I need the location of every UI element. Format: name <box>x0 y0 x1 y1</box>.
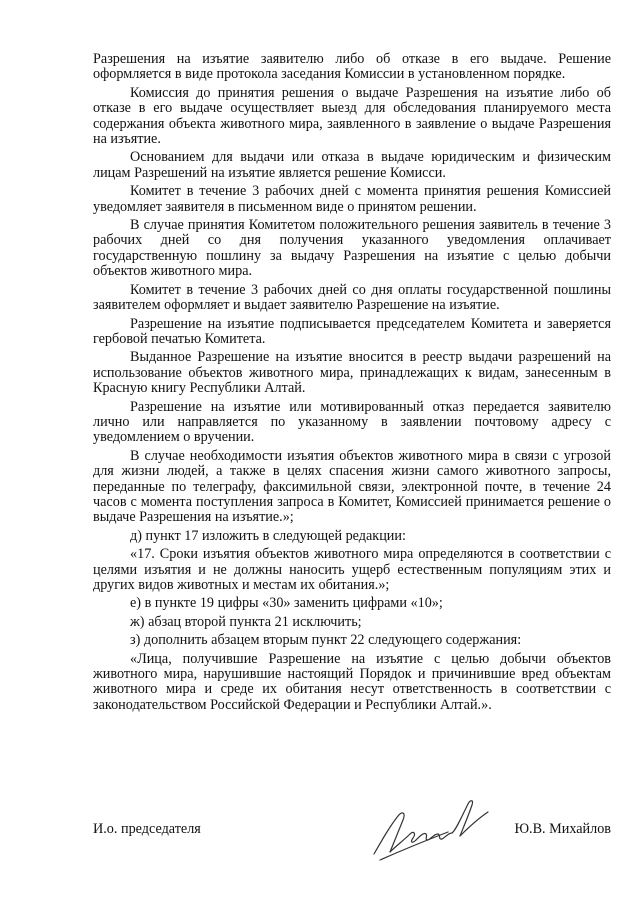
paragraph-4: Комитет в течение 3 рабочих дней с момента принятия решения Комиссией уведомляет заявителя в письменном виде о принятом решении. <box>93 183 611 215</box>
document-body <box>93 52 611 716</box>
signatory-title: И.о. председателя <box>93 821 201 837</box>
signatory-name: Ю.В. Михайлов <box>514 821 611 837</box>
handwritten-signature <box>368 790 498 870</box>
paragraph-15: з) дополнить абзацем вторым пункт 22 следующего содержания: <box>130 632 522 649</box>
paragraph-2: Комиссия до принятия решения о выдаче Разрешения на изъятие либо об отказе в его выдаче осуществляет выезд для обследования планируемого места содержания объекта животного мира, заявленного в заявление о выдаче Разрешения на изъятие. <box>93 84 611 148</box>
paragraph-14: ж) абзац второй пункта 21 исключить; <box>130 613 362 630</box>
paragraph-11: д) пункт 17 изложить в следующей редакции: <box>130 527 406 544</box>
paragraph-3: Основанием для выдачи или отказа в выдаче юридическим и физическим лицам Разрешений на изъятие является решение Комисси. <box>93 149 611 181</box>
paragraph-16: «Лица, получившие Разрешение на изъятие с целью добычи объектов животного мира, нарушившие настоящий Порядок и причинившие вред объектам животного мира и среде их обитания несут ответственность в соответствии с законодательством Российской Федерации и Республики Алтай.». <box>93 650 611 713</box>
paragraph-5: В случае принятия Комитетом положительного решения заявитель в течение 3 рабочих дней со дня получения указанного уведомления оплачивает государственную пошлину за выдачу Разрешения на изъятие с целью добычи объектов животного мира. <box>93 217 611 280</box>
paragraph-7: Разрешение на изъятие подписывается председателем Комитета и заверяется гербовой печатью Комитета. <box>93 315 611 347</box>
paragraph-1: Разрешения на изъятие заявителю либо об отказе в его выдаче. Решение оформляется в виде протокола заседания Комиссии в установленном порядке. <box>93 51 611 83</box>
paragraph-13: е) в пункте 19 цифры «30» заменить цифрами «10»; <box>130 595 443 612</box>
paragraph-6: Комитет в течение 3 рабочих дней со дня оплаты государственной пошлины заявителем оформляет и выдает заявителю Разрешение на изъятие. <box>93 281 611 314</box>
paragraph-12: «17. Сроки изъятия объектов животного мира определяются в соответствии с целями изъятия и не должны наносить ущерб естественным популяциям этих и других видов животных и местам их обитания.»; <box>93 546 611 593</box>
paragraph-8: Выданное Разрешение на изъятие вносится в реестр выдачи разрешений на использование объектов животного мира, принадлежащих к видам, занесенным в Красную книгу Республики Алтай. <box>93 349 611 397</box>
paragraph-10: В случае необходимости изъятия объектов животного мира в связи с угрозой для жизни людей, а также в целях спасения жизни самого животного запросы, переданные по телеграфу, факсимильной связи, электронной почте, в течение 24 часов с момента поступления запроса в Комитет, Комиссией принимается решение о выдаче Разрешения на изъятие.»; <box>93 447 611 526</box>
signature-block <box>93 821 611 837</box>
paragraph-9: Разрешение на изъятие или мотивированный отказ передается заявителю лично или направляется по указанному в заявлении почтовому адресу с уведомлением о вручении. <box>93 398 611 446</box>
